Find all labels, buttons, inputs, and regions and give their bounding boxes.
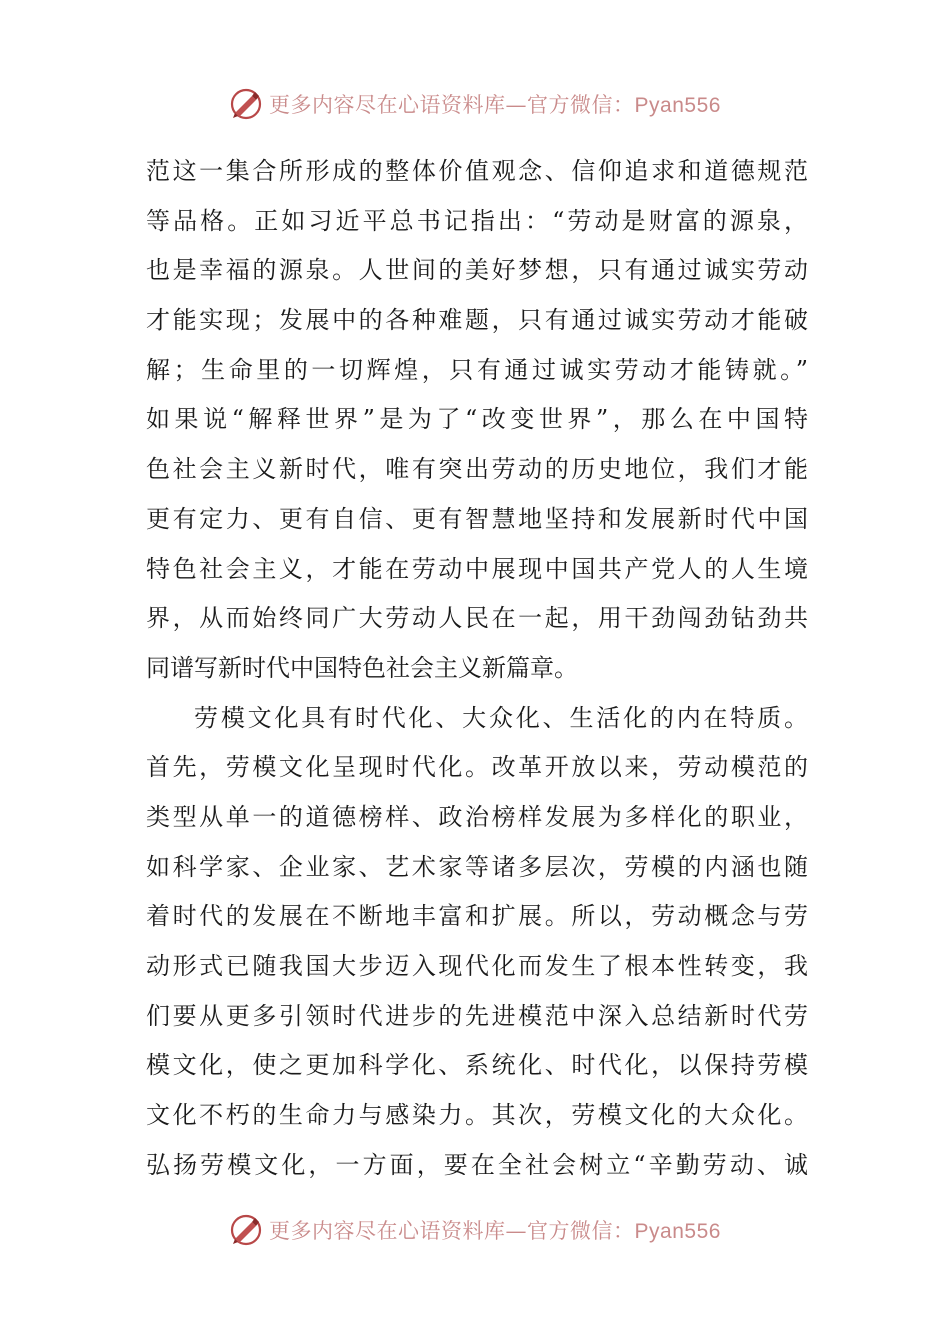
text-line: 等品格。正如习近平总书记指出：“劳动是财富的源泉， xyxy=(146,206,808,235)
paragraph-start-line: 劳模文化具有时代化、大众化、生活化的内在特质。 xyxy=(194,703,808,732)
text-line: 弘扬劳模文化，一方面，要在全社会树立“辛勤劳动、诚 xyxy=(146,1150,808,1179)
text-line: 们要从更多引领时代进步的先进模范中深入总结新时代劳 xyxy=(146,1001,808,1030)
text-line: 同谱写新时代中国特色社会主义新篇章。 xyxy=(146,653,578,682)
footer-watermark-id: Pyan556 xyxy=(634,1220,721,1243)
text-line: 首先，劳模文化呈现时代化。改革开放以来，劳动模范的 xyxy=(146,753,808,782)
text-line: 才能实现；发展中的各种难题，只有通过诚实劳动才能破 xyxy=(146,306,808,335)
text-line: 如科学家、企业家、艺术家等诸多层次，劳模的内涵也随 xyxy=(146,852,808,881)
footer-watermark xyxy=(0,1210,950,1250)
header-watermark-text: 更多内容尽在心语资料库—官方微信： xyxy=(269,93,635,117)
text-line: 动形式已随我国大步迈入现代化而发生了根本性转变，我 xyxy=(146,952,808,980)
text-line: 着时代的发展在不断地丰富和扩展。所以，劳动概念与劳 xyxy=(146,902,808,931)
document-body xyxy=(146,147,808,1190)
text-line: 也是幸福的源泉。人世间的美好梦想，只有通过诚实劳动 xyxy=(146,256,808,285)
header-watermark xyxy=(0,84,950,124)
text-line: 文化不朽的生命力与感染力。其次，劳模文化的大众化。 xyxy=(146,1101,808,1130)
pen-logo-icon xyxy=(229,1213,263,1247)
text-line: 解；生命里的一切辉煌，只有通过诚实劳动才能铸就。” xyxy=(146,355,808,384)
text-line: 模文化，使之更加科学化、系统化、时代化，以保持劳模 xyxy=(146,1051,808,1080)
text-line: 色社会主义新时代，唯有突出劳动的历史地位，我们才能 xyxy=(146,455,808,484)
text-line: 更有定力、更有自信、更有智慧地坚持和发展新时代中国 xyxy=(146,504,808,533)
pen-logo-icon xyxy=(229,87,263,121)
header-watermark-id: Pyan556 xyxy=(634,94,721,117)
text-line: 界，从而始终同广大劳动人民在一起，用干劲闯劲钻劲共 xyxy=(146,604,808,633)
text-line: 范这一集合所形成的整体价值观念、信仰追求和道德规范 xyxy=(146,157,808,185)
footer-watermark-text: 更多内容尽在心语资料库—官方微信： xyxy=(269,1219,635,1243)
text-line: 特色社会主义，才能在劳动中展现中国共产党人的人生境 xyxy=(146,554,808,583)
text-line: 如果说“解释世界”是为了“改变世界”，那么在中国特 xyxy=(146,405,808,434)
text-line: 类型从单一的道德榜样、政治榜样发展为多样化的职业， xyxy=(146,802,808,831)
